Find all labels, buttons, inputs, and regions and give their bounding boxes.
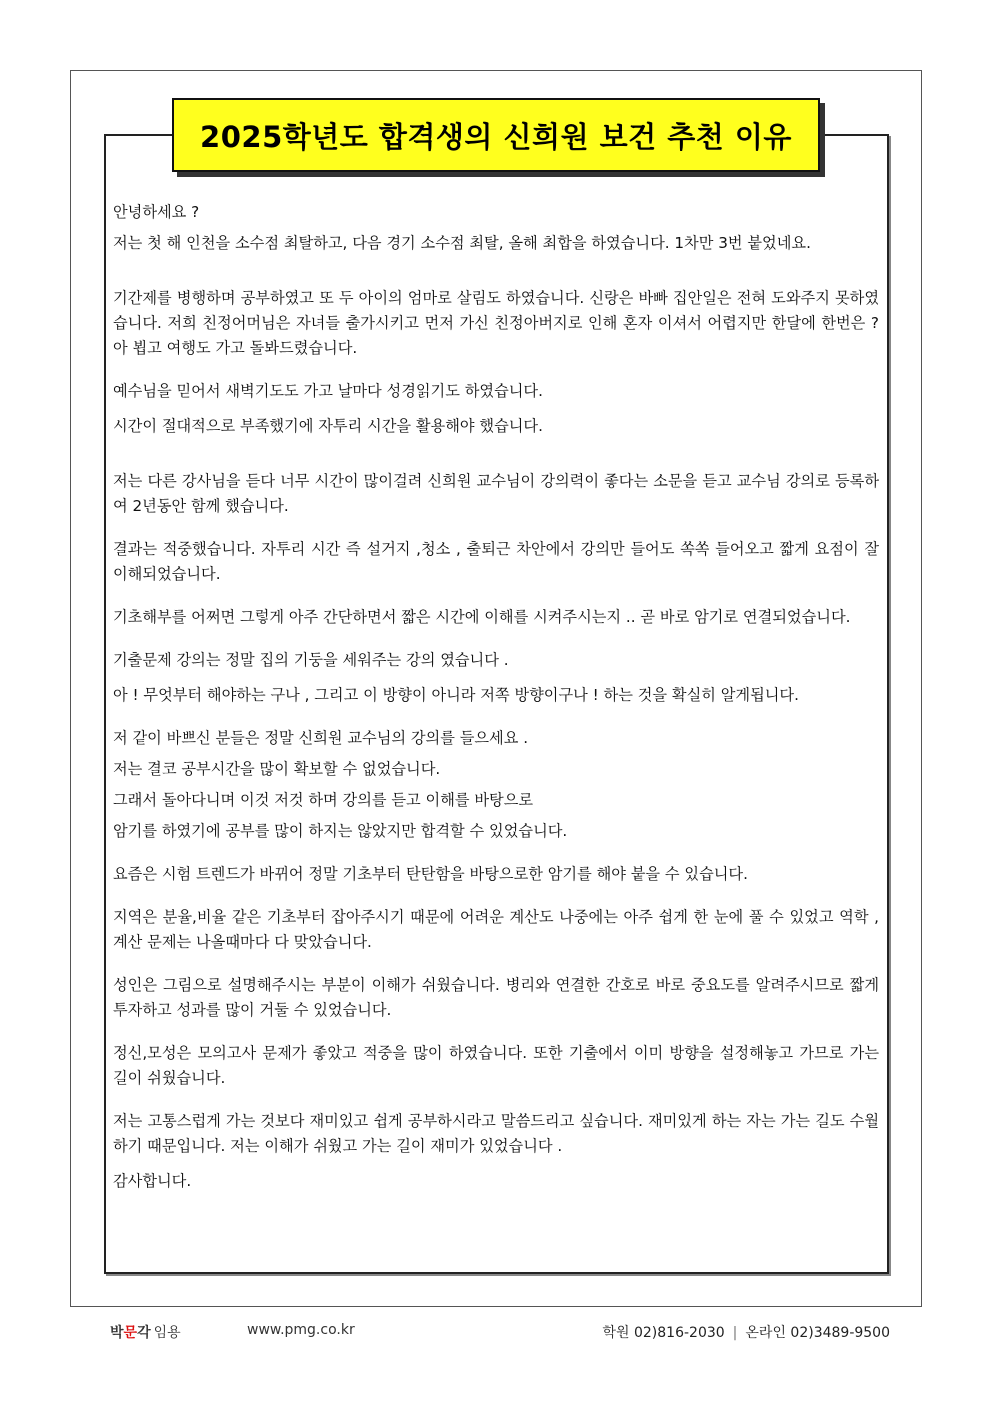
paragraph: 시간이 절대적으로 부족했기에 자투리 시간을 활용해야 했습니다. <box>113 417 543 435</box>
paragraph: 저는 첫 해 인천을 소수점 최탈하고, 다음 경기 소수점 최탈, 올해 최합을 하였습니다. 1차만 3번 붙었네요. <box>113 234 811 252</box>
paragraph-closing: 감사합니다. <box>113 1172 192 1190</box>
paragraph: 정신,모성은 모의고사 문제가 좋았고 적중을 많이 하였습니다. 또한 기출에서 이미 방향을 설정해놓고 가므로 가는 길이 쉬웠습니다. <box>113 1044 879 1087</box>
paragraph: 요즘은 시험 트렌드가 바뀌어 정말 기초부터 탄탄함을 바탕으로한 암기를 해야 붙을 수 있습니다. <box>113 865 748 883</box>
paragraph: 저는 다른 강사님을 듣다 너무 시간이 많이걸려 신희원 교수님이 강의력이 좋다는 소문을 듣고 교수님 강의로 등록하여 2년동안 함께 했습니다. <box>113 472 879 515</box>
paragraph-greeting: 안녕하세요 ? <box>113 203 200 221</box>
footer <box>110 1322 890 1348</box>
paragraph: 기초해부를 어쩌면 그렇게 아주 간단하면서 짧은 시간에 이해를 시켜주시는지 .. 곧 바로 암기로 연결되었습니다. <box>113 608 851 626</box>
online-phone: 온라인 02)3489-9500 <box>745 1325 890 1341</box>
paragraph: 저 같이 바쁘신 분들은 정말 신희원 교수님의 강의를 들으세요 . <box>113 729 529 747</box>
paragraph: 아 ! 무엇부터 해야하는 구나 , 그리고 이 방향이 아니라 저쪽 방향이구나 ! 하는 것을 확실히 알게됩니다. <box>113 686 799 704</box>
paragraph: 저는 고통스럽게 가는 것보다 재미있고 쉽게 공부하시라고 말씀드리고 싶습니다. 재미있게 하는 자는 가는 길도 수월하기 때문입니다. 저는 이해가 쉬웠고 가는 길이 재미가 있었습니다 . <box>113 1112 879 1155</box>
paragraph: 저는 결코 공부시간을 많이 확보할 수 없었습니다. <box>113 760 441 778</box>
paragraph: 성인은 그림으로 설명해주시는 부분이 이해가 쉬웠습니다. 병리와 연결한 간호로 바로 중요도를 알려주시므로 짧게 투자하고 성과를 많이 거둘 수 있었습니다. <box>113 976 879 1019</box>
testimonial-body <box>113 200 879 1194</box>
separator: | <box>732 1325 738 1341</box>
brand-logo: 박문각 임용 <box>110 1325 181 1341</box>
website-link[interactable]: www.pmg.co.kr <box>247 1322 355 1338</box>
paragraph: 결과는 적중했습니다. 자투리 시간 즉 설거지 ,청소 , 출퇴근 차안에서 강의만 들어도 쏙쏙 들어오고 짧게 요점이 잘 이해되었습니다. <box>113 540 879 583</box>
paragraph: 기출문제 강의는 정말 집의 기둥을 세워주는 강의 였습니다 . <box>113 651 509 669</box>
paragraph: 지역은 분율,비율 같은 기초부터 잡아주시기 때문에 어려운 계산도 나중에는 아주 쉽게 한 눈에 풀 수 있었고 역학 , 계산 문제는 나올때마다 다 맞았습니다. <box>113 908 879 951</box>
paragraph: 그래서 돌아다니며 이것 저것 하며 강의를 듣고 이해를 바탕으로 <box>113 791 534 809</box>
paragraph: 예수님을 믿어서 새벽기도도 가고 날마다 성경읽기도 하였습니다. <box>113 382 543 400</box>
page-title: 2025학년도 합격생의 신희원 보건 추천 이유 <box>200 119 792 154</box>
paragraph: 암기를 하였기에 공부를 많이 하지는 않았지만 합격할 수 있었습니다. <box>113 822 568 840</box>
academy-phone: 학원 02)816-2030 <box>602 1325 725 1341</box>
paragraph: 기간제를 병행하며 공부하였고 또 두 아이의 엄마로 살림도 하였습니다. 신랑은 바빠 집안일은 전혀 도와주지 못하였습니다. 저희 친정어머님은 자녀들 출가시키고 먼저 가신 친정아버지로 인해 혼자 이셔서 어렵지만 한달에 한번은 ?아 뵙고 여행도 가고 돌봐드렸습니다. <box>113 289 879 357</box>
contact-info <box>602 1322 890 1342</box>
title-banner <box>172 98 820 172</box>
